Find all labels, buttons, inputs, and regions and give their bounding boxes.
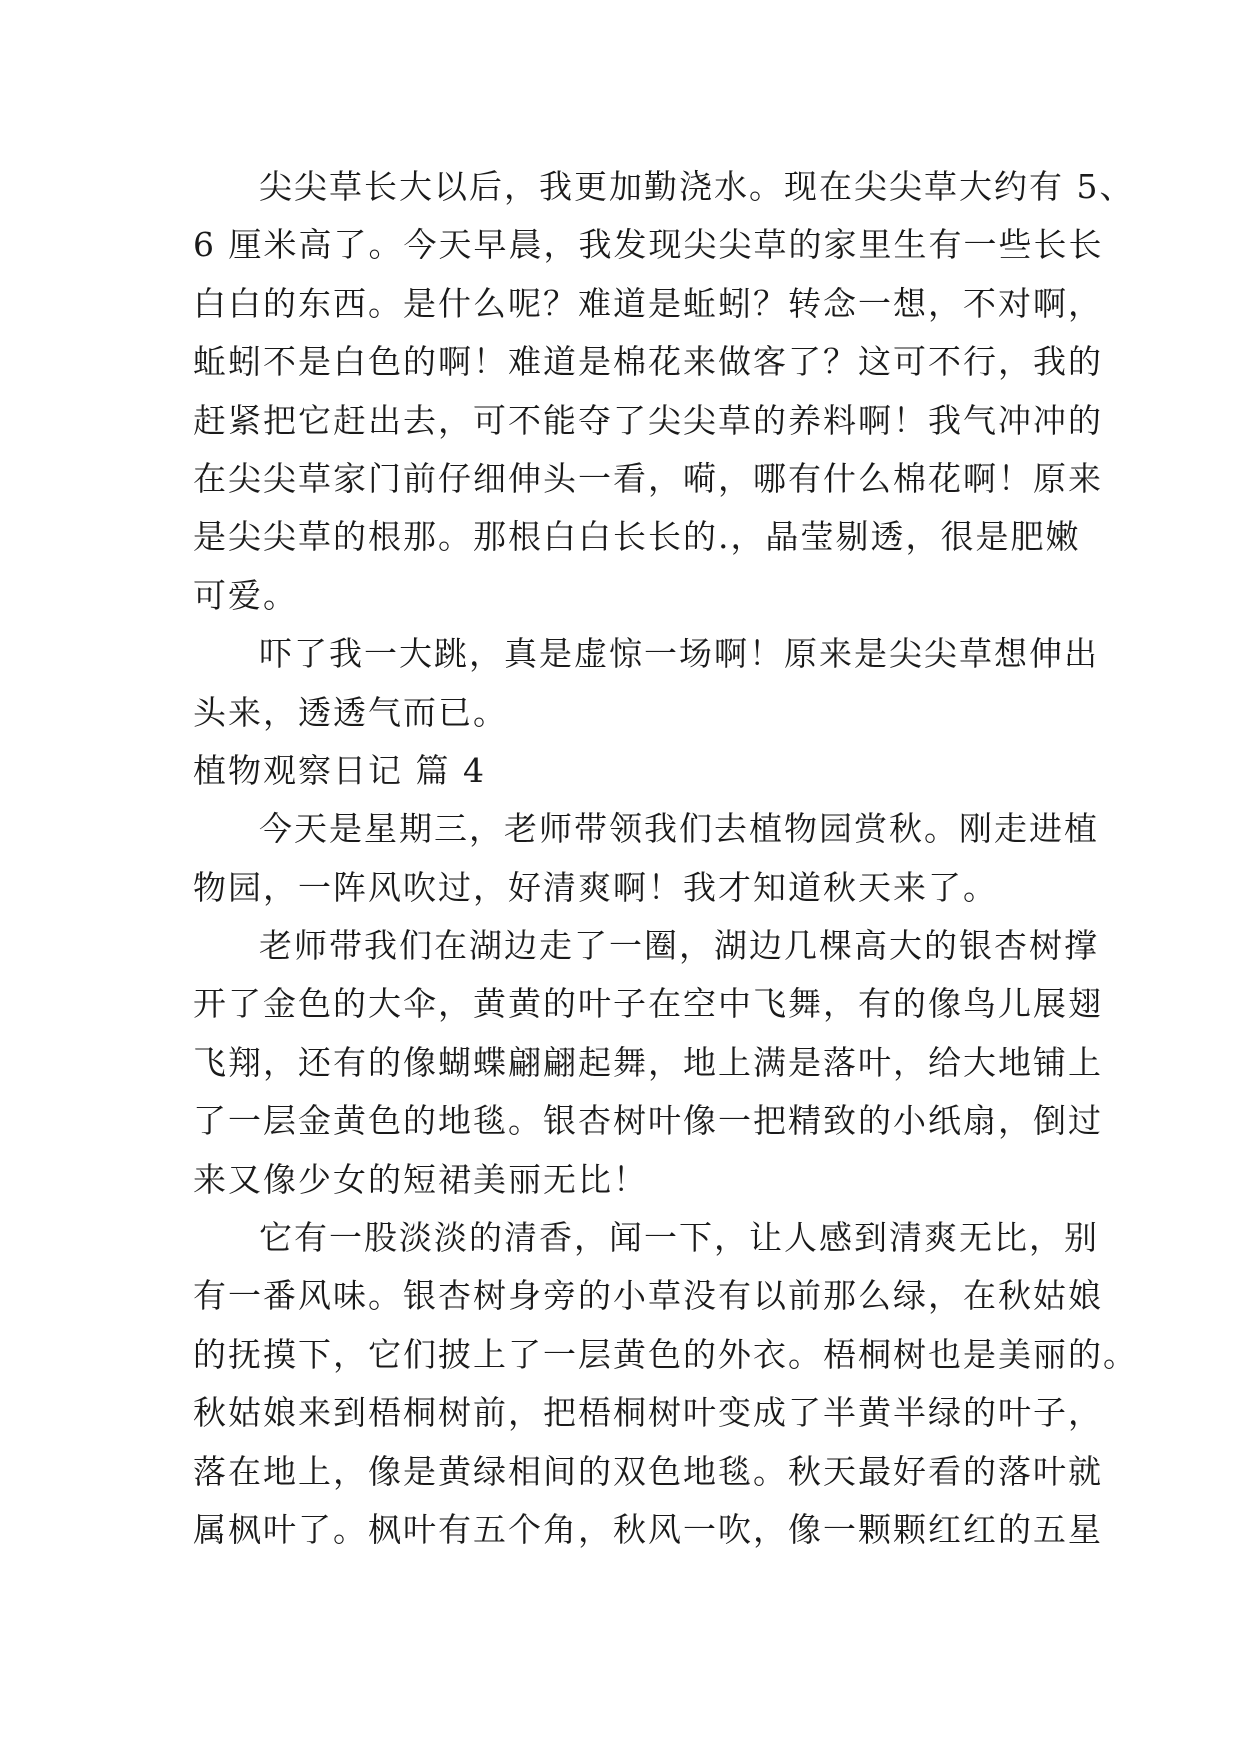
document-body xyxy=(193,158,1138,1559)
text-line: 飞翔，还有的像蝴蝶翩翩起舞，地上满是落叶，给大地铺上 xyxy=(193,1042,1103,1082)
paragraph-3 xyxy=(193,800,1099,917)
text-line: 吓了我一大跳，真是虚惊一场啊！原来是尖尖草想伸出 xyxy=(259,634,1099,674)
text-line: 的抚摸下，它们披上了一层黄色的外衣。梧桐树也是美丽的。 xyxy=(193,1334,1138,1374)
text-line: 赶紧把它赶出去，可不能夺了尖尖草的养料啊！我气冲冲的 xyxy=(193,400,1103,440)
text-line: 白白的东西。是什么呢？难道是蚯蚓？转念一想，不对啊， xyxy=(193,283,1103,323)
text-line: 今天是星期三，老师带领我们去植物园赏秋。刚走进植 xyxy=(259,809,1099,849)
text-line: 是尖尖草的根那。那根白白长长的.，晶莹剔透，很是肥嫩 xyxy=(193,517,1081,557)
text-line: 老师带我们在湖边走了一圈，湖边几棵高大的银杏树撑 xyxy=(259,926,1099,966)
text-line: 来又像少女的短裙美丽无比！ xyxy=(193,1159,648,1199)
text-line: 物园，一阵风吹过，好清爽啊！我才知道秋天来了。 xyxy=(193,867,998,907)
text-line: 它有一股淡淡的清香，闻一下，让人感到清爽无比，别 xyxy=(259,1218,1099,1258)
text-line: 可爱。 xyxy=(193,575,298,615)
section-heading: 植物观察日记 篇 4 xyxy=(193,750,486,790)
text-line: 头来，透透气而已。 xyxy=(193,692,508,732)
text-line: 开了金色的大伞，黄黄的叶子在空中飞舞，有的像鸟儿展翅 xyxy=(193,984,1103,1024)
text-line: 有一番风味。银杏树身旁的小草没有以前那么绿，在秋姑娘 xyxy=(193,1276,1103,1316)
text-line: 秋姑娘来到梧桐树前，把梧桐树叶变成了半黄半绿的叶子， xyxy=(193,1393,1103,1433)
text-line: 在尖尖草家门前仔细伸头一看，嗬，哪有什么棉花啊！原来 xyxy=(193,458,1103,498)
text-line: 落在地上，像是黄绿相间的双色地毯。秋天最好看的落叶就 xyxy=(193,1451,1103,1491)
text-line: 属枫叶了。枫叶有五个角，秋风一吹，像一颗颗红红的五星 xyxy=(193,1509,1103,1549)
paragraph-1 xyxy=(193,158,1135,625)
paragraph-5 xyxy=(193,1209,1138,1559)
paragraph-2 xyxy=(193,625,1099,742)
text-line: 尖尖草长大以后，我更加勤浇水。现在尖尖草大约有 5、 xyxy=(259,167,1135,206)
paragraph-4 xyxy=(193,917,1103,1209)
text-line: 蚯蚓不是白色的啊！难道是棉花来做客了？这可不行，我的 xyxy=(193,342,1103,382)
text-line: 6 厘米高了。今天早晨，我发现尖尖草的家里生有一些长长 xyxy=(193,225,1104,265)
text-line: 了一层金黄色的地毯。银杏树叶像一把精致的小纸扇，倒过 xyxy=(193,1101,1103,1141)
